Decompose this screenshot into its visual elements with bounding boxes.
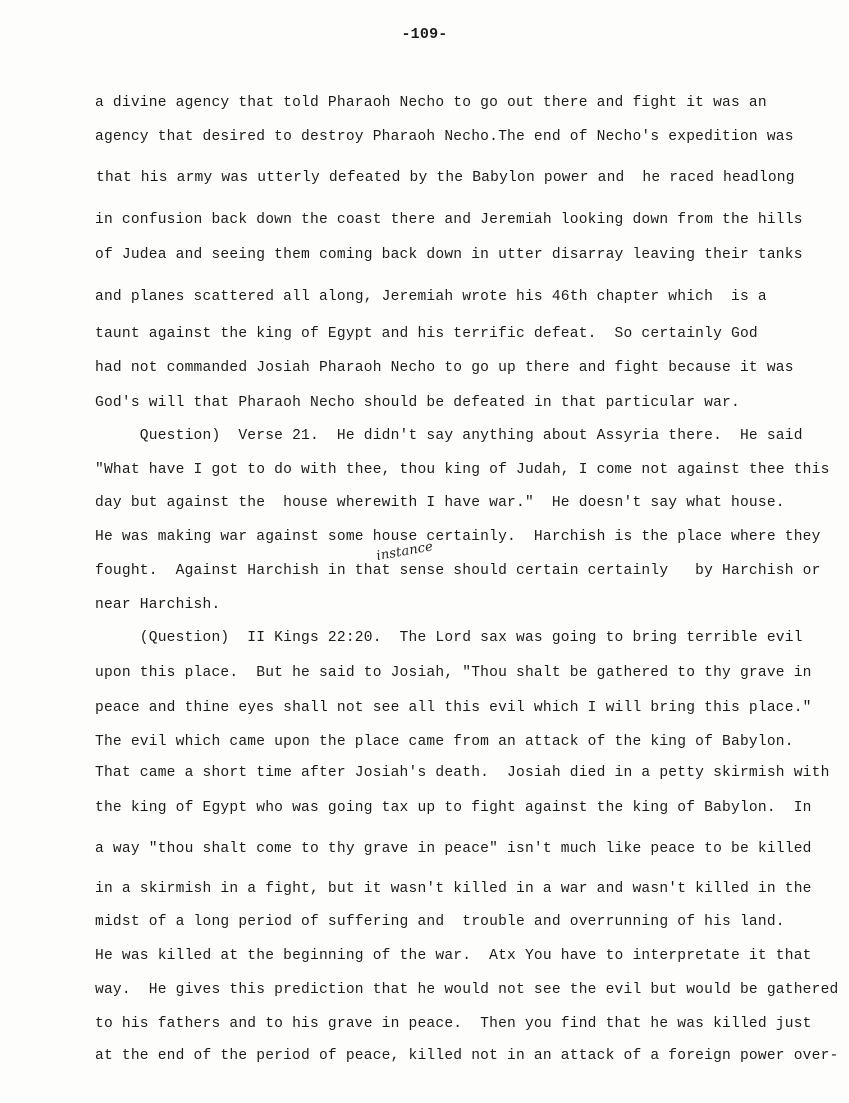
text-line: and planes scattered all along, Jeremiah wrote his 46th chapter which is a: [95, 289, 767, 305]
text-line: Question) Verse 21. He didn't say anything about Assyria there. He said: [95, 428, 803, 444]
text-line: in confusion back down the coast there and Jeremiah looking down from the hills: [95, 212, 803, 228]
text-line: fought. Against Harchish in that sense should certain certainly by Harchish or: [95, 563, 821, 579]
text-line: taunt against the king of Egypt and his terrific defeat. So certainly God: [95, 326, 758, 342]
text-line: He was making war against some house certainly. Harchish is the place where they: [95, 529, 821, 545]
text-line: way. He gives this prediction that he would not see the evil but would be gathered: [95, 982, 839, 998]
text-line: That came a short time after Josiah's death. Josiah died in a petty skirmish with: [95, 765, 830, 781]
text-line: (Question) II Kings 22:20. The Lord sax was going to bring terrible evil: [95, 630, 803, 646]
text-line: He was killed at the beginning of the war. Atx You have to interpretate it that: [95, 948, 812, 964]
handwritten-insert: instance: [375, 539, 435, 564]
text-line: the king of Egypt who was going tax up to fight against the king of Babylon. In: [95, 800, 812, 816]
text-line: a divine agency that told Pharaoh Necho to go out there and fight it was an: [95, 95, 767, 111]
text-line: day but against the house wherewith I have war." He doesn't say what house.: [95, 495, 785, 511]
text-line: had not commanded Josiah Pharaoh Necho to go up there and fight because it was: [95, 360, 794, 376]
text-line: a way "thou shalt come to thy grave in peace" isn't much like peace to be killed: [95, 841, 812, 857]
text-line: that his army was utterly defeated by the Babylon power and he raced headlong: [96, 170, 795, 186]
text-line: The evil which came upon the place came from an attack of the king of Babylon.: [95, 734, 794, 750]
text-line: in a skirmish in a fight, but it wasn't killed in a war and wasn't killed in the: [95, 881, 812, 897]
text-line: "What have I got to do with thee, thou king of Judah, I come not against thee this: [95, 462, 830, 478]
text-line: peace and thine eyes shall not see all this evil which I will bring this place.": [95, 700, 812, 716]
text-line: midst of a long period of suffering and trouble and overrunning of his land.: [95, 914, 785, 930]
text-line: God's will that Pharaoh Necho should be defeated in that particular war.: [95, 395, 740, 411]
text-line: agency that desired to destroy Pharaoh Necho.The end of Necho's expedition was: [95, 129, 794, 145]
text-line: near Harchish.: [95, 597, 221, 613]
text-line: to his fathers and to his grave in peace. Then you find that he was killed just: [95, 1016, 812, 1032]
text-line: upon this place. But he said to Josiah, "Thou shalt be gathered to thy grave in: [95, 665, 812, 681]
text-line: at the end of the period of peace, killed not in an attack of a foreign power over-: [95, 1048, 839, 1064]
page-number: -109-: [401, 26, 448, 43]
text-line: of Judea and seeing them coming back down in utter disarray leaving their tanks: [95, 247, 803, 263]
